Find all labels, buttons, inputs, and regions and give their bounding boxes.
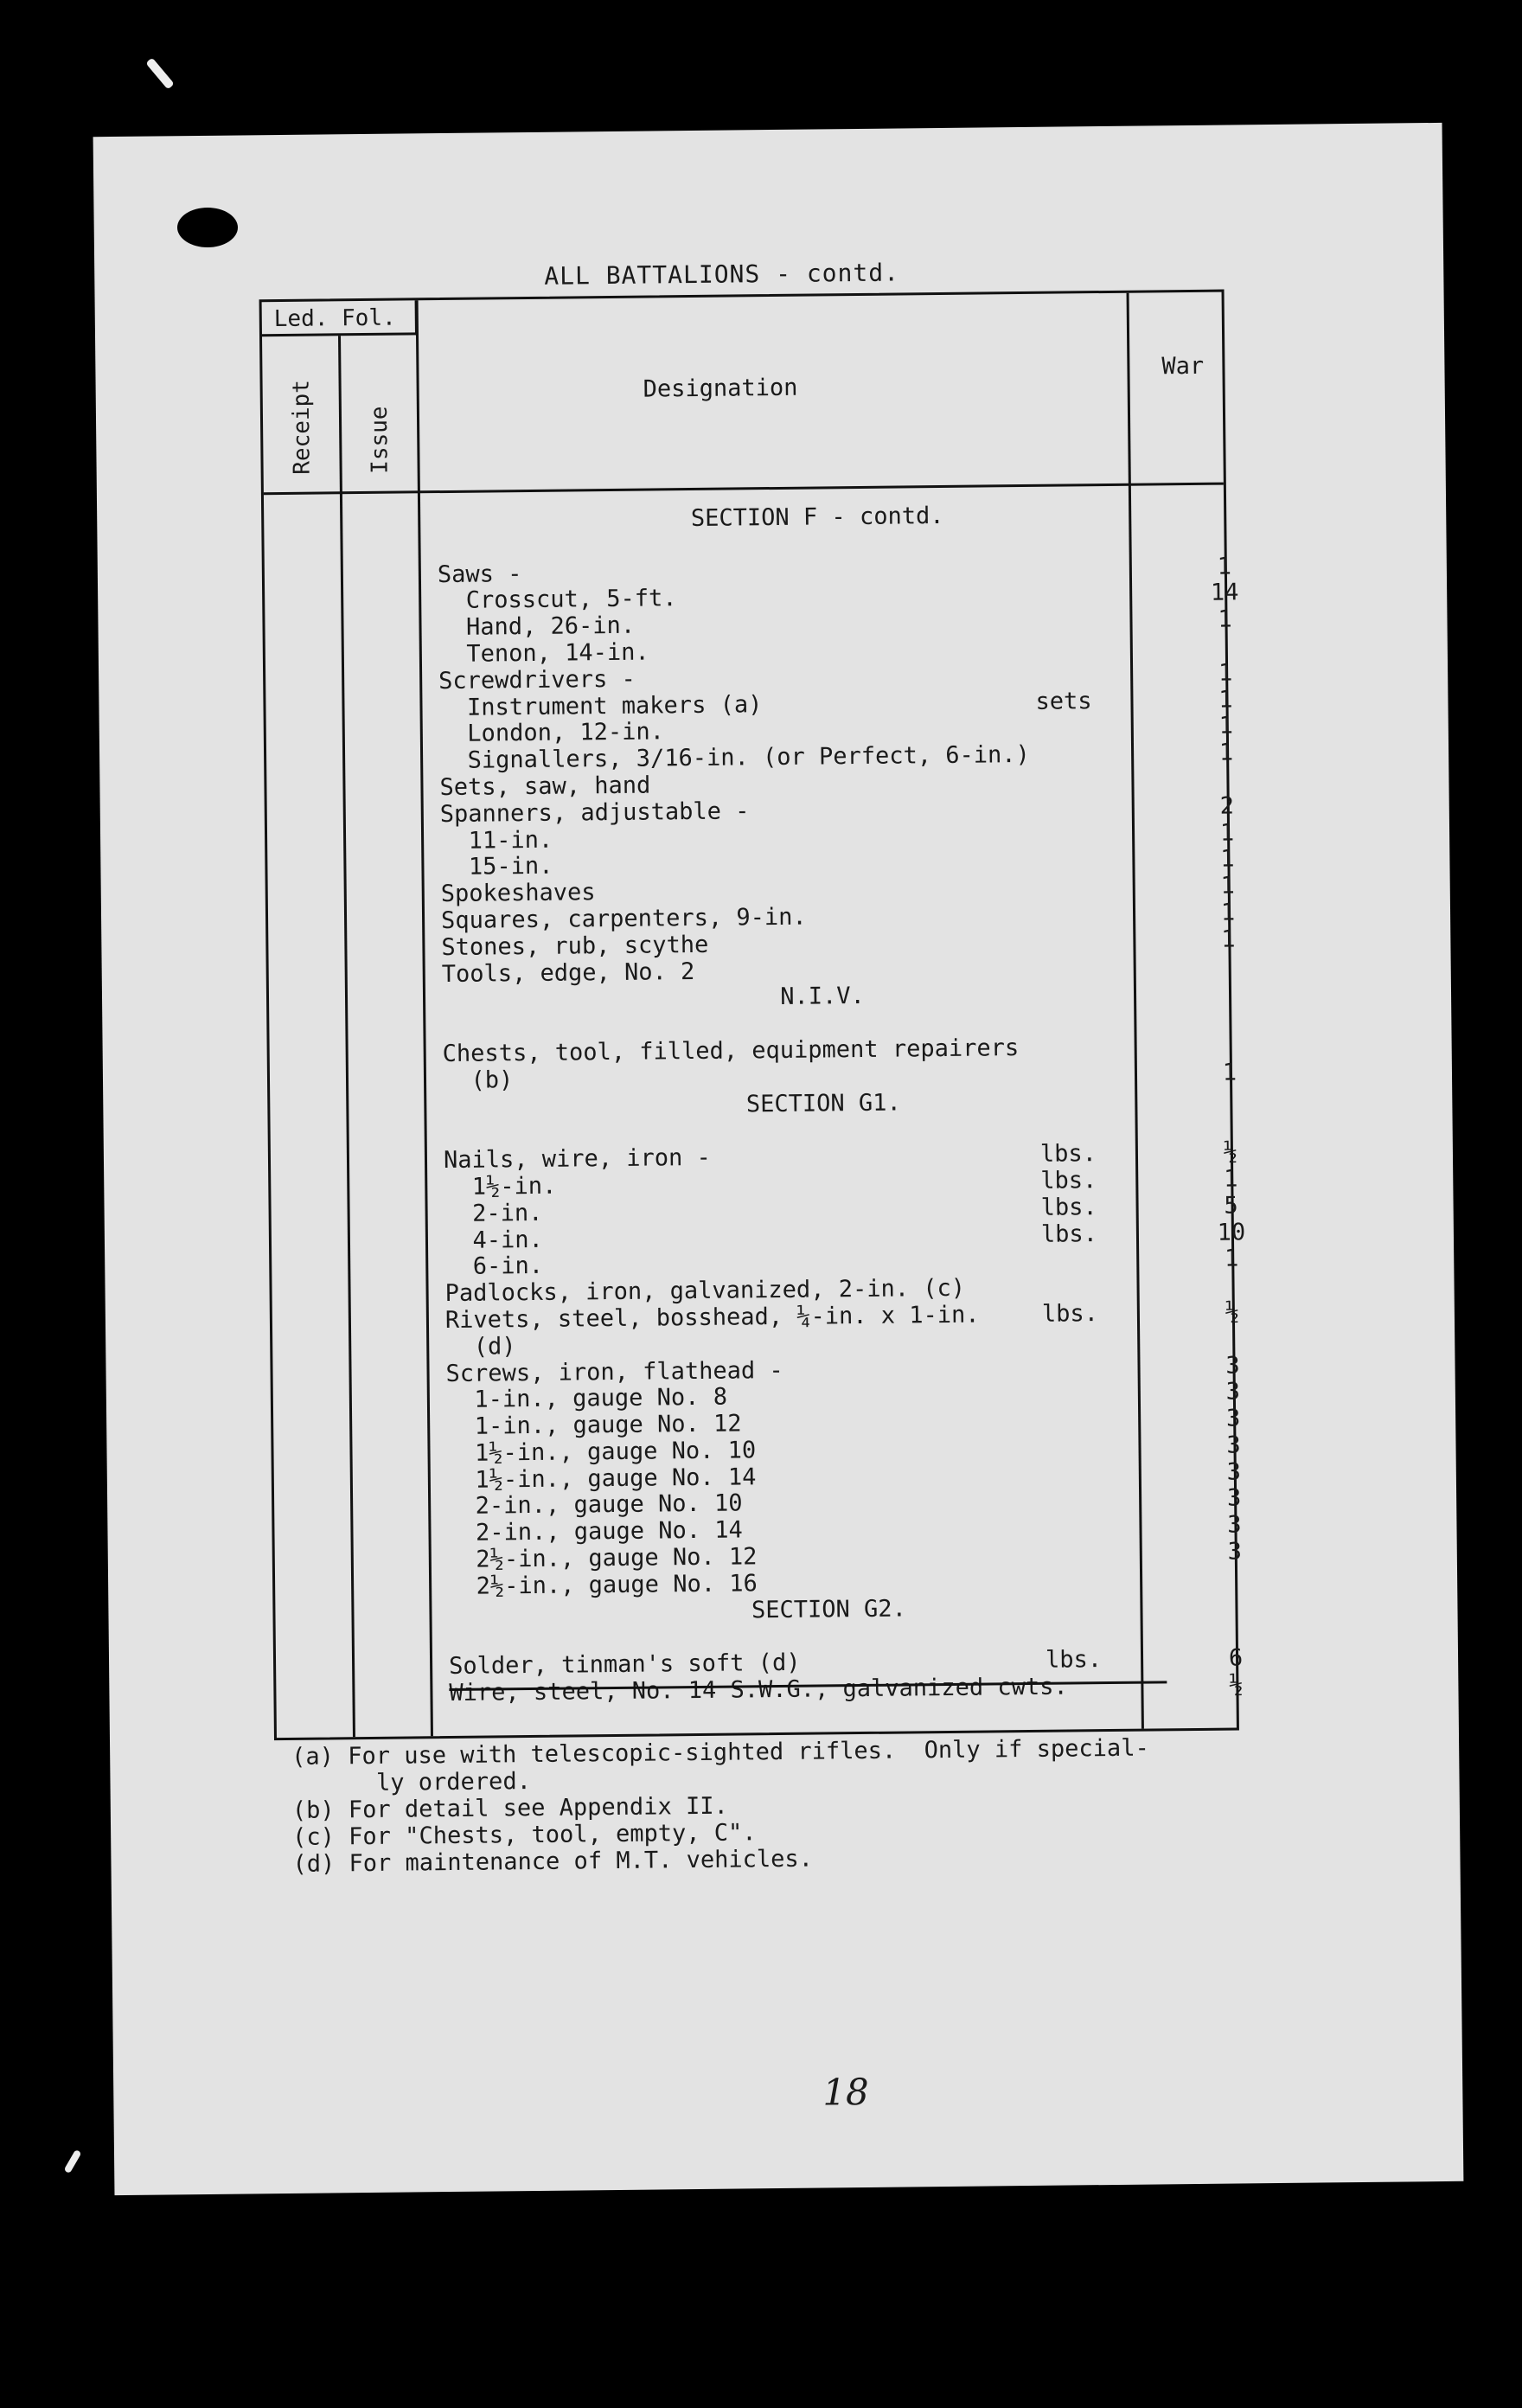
item-designation: Screwdrivers - — [438, 665, 636, 695]
item-designation: Tools, edge, No. 2 — [441, 957, 695, 988]
item-unit: lbs. — [1040, 1167, 1097, 1194]
item-quantity: 1 — [1218, 659, 1233, 687]
item-quantity: 3 — [1227, 1511, 1242, 1539]
scan-mark — [145, 57, 174, 89]
item-quantity: 2 — [1219, 792, 1235, 820]
item-quantity: 3 — [1226, 1484, 1242, 1513]
item-unit: sets — [1035, 687, 1092, 715]
item-quantity: 1 — [1223, 1165, 1238, 1193]
led-fol-header: Led. Fol. — [262, 300, 418, 336]
item-quantity: 10 — [1217, 1218, 1246, 1246]
item-quantity: 1 — [1217, 553, 1232, 580]
item-quantity: 3 — [1225, 1378, 1241, 1406]
receipt-header: Receipt — [288, 379, 316, 475]
item-quantity: ½ — [1229, 1671, 1244, 1699]
item-quantity: 1 — [1220, 872, 1236, 900]
scan-mark — [64, 2149, 82, 2174]
item-designation: 1-in., gauge No. 12 — [446, 1410, 742, 1441]
footnote: (a) For use with telescopic-sighted rifles. Only if special- — [291, 1734, 1149, 1771]
item-designation: London, 12-in. — [438, 718, 665, 748]
stores-table — [259, 290, 1246, 1741]
item-quantity: 5 — [1224, 1192, 1238, 1220]
issue-header: Issue — [366, 406, 393, 474]
item-quantity: 1 — [1222, 1059, 1237, 1086]
item-designation: Nails, wire, iron - — [443, 1143, 712, 1175]
item-unit: lbs. — [1039, 1140, 1097, 1168]
item-designation: Stones, rub, scythe — [441, 931, 709, 961]
header-rule — [264, 483, 1224, 496]
item-designation: N.I.V. — [780, 983, 865, 1011]
item-designation: Wire, steel, No. 14 S.W.G., galvanized cwts. — [449, 1673, 1068, 1707]
item-designation: (b) — [442, 1066, 514, 1094]
ink-blot — [177, 208, 238, 247]
item-designation: 2½-in., gauge No. 16 — [447, 1570, 758, 1600]
item-designation: Saws - — [437, 560, 522, 588]
item-quantity: 1 — [1219, 819, 1235, 847]
item-quantity: 1 — [1218, 686, 1233, 714]
item-designation: 2-in., gauge No. 14 — [447, 1516, 744, 1547]
footnote: (c) For "Chests, tool, empty, C". — [292, 1819, 757, 1851]
item-quantity: 1 — [1218, 739, 1234, 766]
item-unit: lbs. — [1040, 1193, 1097, 1221]
item-designation: Squares, carpenters, 9-in. — [440, 903, 807, 935]
item-quantity: 1 — [1224, 1245, 1239, 1272]
item-designation: 1½-in., gauge No. 10 — [446, 1437, 757, 1467]
item-quantity: 3 — [1225, 1405, 1241, 1432]
item-unit: lbs. — [1045, 1646, 1103, 1675]
item-designation: Spokeshaves — [440, 879, 596, 908]
item-quantity: 14 — [1210, 579, 1239, 607]
item-quantity: 1 — [1221, 925, 1236, 953]
item-designation: 6-in. — [444, 1252, 544, 1281]
item-designation: Chests, tool, filled, equipment repairers — [442, 1034, 1020, 1067]
item-designation: Sets, saw, hand — [439, 772, 651, 802]
item-designation: 11-in. — [439, 826, 553, 855]
item-unit: lbs. — [1041, 1300, 1099, 1328]
item-designation: SECTION G2. — [751, 1595, 907, 1624]
item-designation: 2½-in., gauge No. 12 — [447, 1543, 758, 1574]
item-designation: Solder, tinman's soft (d) — [448, 1649, 801, 1681]
item-designation: 1½-in., gauge No. 14 — [446, 1463, 757, 1494]
item-designation: Spanners, adjustable - — [439, 797, 750, 828]
document-page — [93, 123, 1464, 2195]
receipt-column-rule — [338, 336, 355, 1737]
item-quantity: 6 — [1228, 1644, 1244, 1672]
item-designation: 1½-in. — [444, 1172, 557, 1201]
issue-column-rule — [416, 300, 433, 1736]
item-designation: 2-in. — [444, 1199, 543, 1227]
item-quantity: 1 — [1218, 605, 1232, 633]
item-designation: Signallers, 3/16-in. (or Perfect, 6-in.) — [438, 741, 1031, 775]
item-designation: Hand, 26-in. — [438, 612, 636, 642]
item-quantity: 1 — [1220, 845, 1235, 873]
footnote: (d) For maintenance of M.T. vehicles. — [292, 1845, 814, 1878]
designation-header: Designation — [643, 374, 798, 403]
item-unit: lbs. — [1040, 1220, 1098, 1248]
item-designation: Instrument makers (a) — [438, 690, 763, 721]
item-designation: 15-in. — [440, 853, 553, 881]
item-quantity: 3 — [1226, 1431, 1241, 1459]
item-designation: Padlocks, iron, galvanized, 2-in. (c) — [444, 1274, 966, 1308]
page-number: 18 — [822, 2070, 870, 2114]
item-designation: SECTION G1. — [745, 1089, 901, 1118]
item-designation: Tenon, 14-in. — [438, 638, 649, 669]
footnote: (b) For detail see Appendix II. — [291, 1792, 728, 1824]
item-quantity: 3 — [1226, 1458, 1242, 1486]
item-designation: 4-in. — [444, 1226, 543, 1254]
item-quantity: ½ — [1225, 1298, 1240, 1326]
item-quantity: ½ — [1223, 1138, 1238, 1166]
footnotes — [291, 1735, 1150, 1878]
item-quantity: 1 — [1218, 712, 1234, 740]
item-designation: Crosscut, 5-ft. — [438, 585, 677, 615]
item-designation: Rivets, steel, bosshead, ¼-in. x 1-in. — [444, 1301, 980, 1334]
item-designation: SECTION F - contd. — [690, 502, 944, 533]
page-title: ALL BATTALIONS - contd. — [544, 258, 900, 291]
item-designation: (d) — [445, 1332, 516, 1361]
war-header: War — [1161, 352, 1205, 381]
item-quantity: 1 — [1220, 899, 1236, 926]
item-designation: Screws, iron, flathead - — [445, 1356, 783, 1387]
item-rows — [437, 500, 1246, 1707]
item-designation: 1-in., gauge No. 8 — [445, 1383, 728, 1414]
item-quantity: 3 — [1225, 1351, 1240, 1380]
footnote: ly ordered. — [291, 1768, 532, 1797]
item-designation: 2-in., gauge No. 10 — [447, 1489, 743, 1521]
item-quantity: 3 — [1227, 1538, 1243, 1566]
